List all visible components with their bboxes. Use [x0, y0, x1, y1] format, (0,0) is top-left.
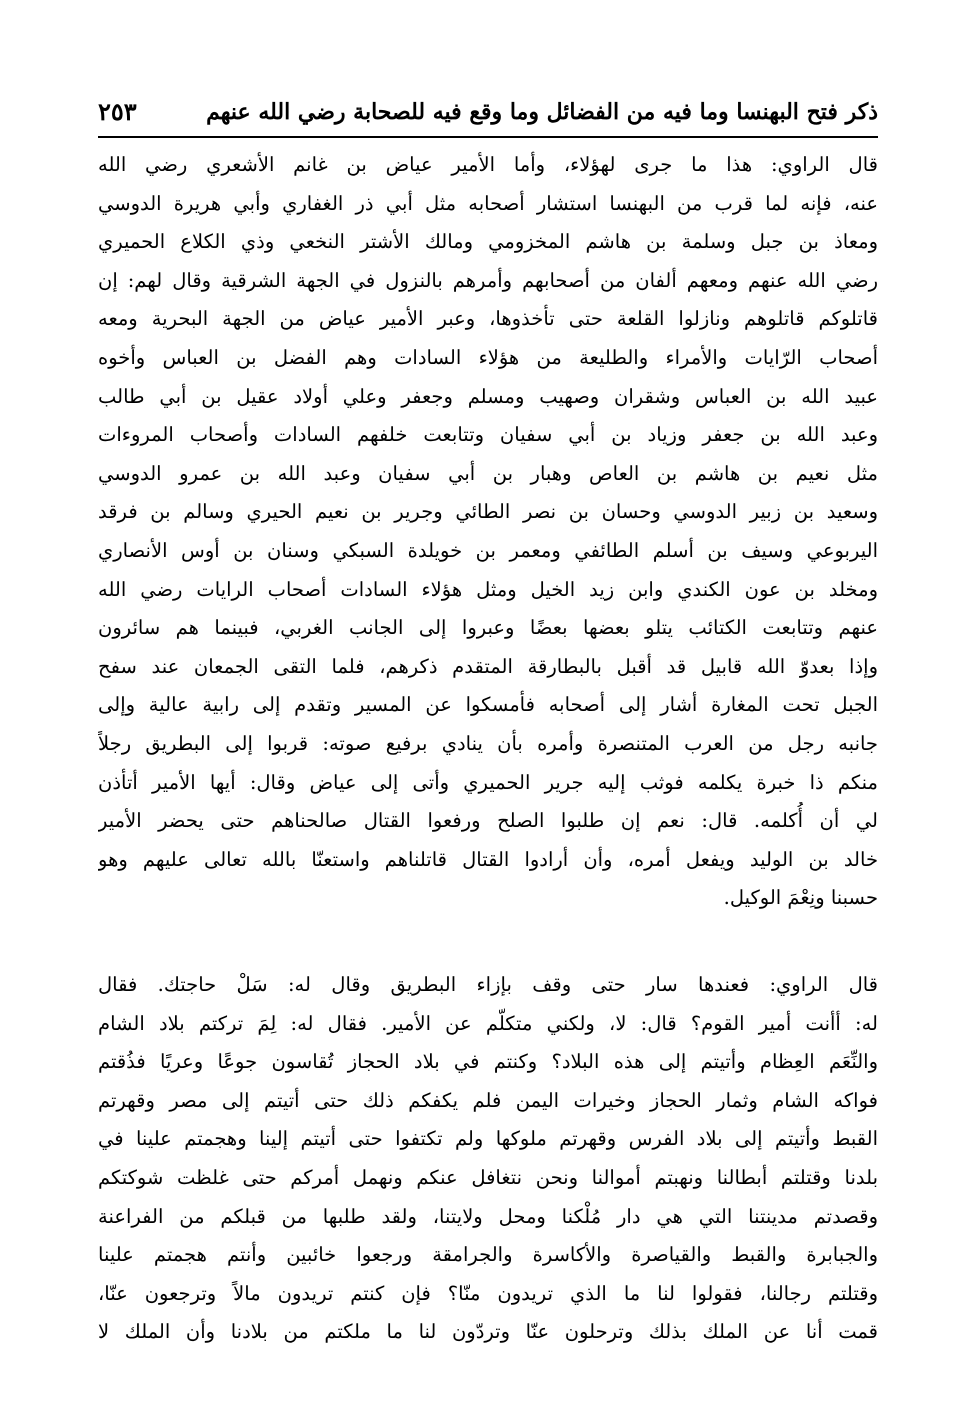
text-line: وعبد الله بن جعفر وزياد بن أبي سفيان وتتابعت خلفهم السادات وأصحاب المروءات [98, 423, 878, 447]
text-line: رضي الله عنهم ومعهم ألفان من أصحابهم وأمرهم بالنزول في الجهة الشرقية وقال لهم: إن [98, 268, 878, 292]
text-line: والجبابرة والقبط والقياصرة والأكاسرة والجرامقة ورجعوا خائبين وأنتم هجمتم علينا [98, 1243, 878, 1267]
text-line: منكم ذا خبرة يكلمه فوثب إليه جرير الحميري وأتى إلى عياض وقال: أيها الأمير أتأذن [98, 770, 878, 794]
text-line: عنه، فإنه لما قرب من البهنسا استشار أصحابه مثل أبي ذر الغفاري وأبي هريرة الدوسي [98, 191, 878, 215]
paragraph-2 [98, 966, 878, 1352]
paragraph-1 [98, 146, 878, 918]
text-line: قال الراوي: هذا ما جرى لهؤلاء، وأما الأمير عياض بن غانم الأشعري رضي الله [98, 153, 878, 176]
text-line: وقصدتم مدينتنا التي هي دار مُلْكنا ومحل ولايتنا، ولقد طلبها من قبلكم من الفراعنة [98, 1204, 878, 1228]
text-line: خالد بن الوليد ويفعل أمره، وأن أرادوا القتال قاتلناهم واستعنّا بالله تعالى عليهم وهو [98, 847, 878, 871]
text-line: وإذا بعدوّ الله قابيل قد أقبل بالبطارقة المتقدم ذكرهم، فلما التقى الجمعان عند سفح [98, 654, 878, 678]
text-line: حسبنا ونِعْمَ الوكيل. [723, 886, 878, 910]
text-line: قمت أنا عن الملك بذلك وترحلون عنّا وتردّون لنا ما ملكتم من بلادنا وأن الملك لا [98, 1320, 878, 1344]
text-line: ومخلد بن عون الكندي وابن زيد الخيل ومثل هؤلاء السادات أصحاب الرايات رضي الله [98, 577, 878, 601]
text-line: وقتلتم رجالنا، فقولوا لنا ما الذي تريدون منّا؟ فإن كنتم تريدون مالاً وترجعون عنّا، [98, 1281, 878, 1305]
text-line: وسعيد بن زبير الدوسي وحسان بن نصر الطائي وجرير بن نعيم الحيري وسالم بن فرقد [98, 500, 878, 524]
text-line: عبيد الله بن العباس وشقران وصهيب ومسلم وجعفر وعلي أولاد عقيل بن أبي طالب [98, 384, 878, 408]
running-header [98, 92, 878, 132]
text-line: ومعاذ بن جبل وسلمة بن هاشم المخزومي ومالك الأشتر النخعي وذي الكلاع الحميري [98, 230, 878, 254]
text-line: بلدنا وقتلتم أبطالنا ونهبتم أموالنا ونحن نتغافل عنكم ونهمل أمركم حتى غلظت شوكتكم [98, 1165, 878, 1189]
text-line: أصحاب الرّايات والأمراء والطليعة من هؤلاء السادات وهم الفضل بن العباس وأخوه [98, 345, 878, 369]
text-line: جانبه رجل من العرب المتنصرة وأمره بأن ينادي برفيع صوته: قربوا إلى البطريق رجلاً [98, 731, 878, 755]
text-line: قاتلوكم قاتلوهم ونازلوا القلعة حتى تأخذوها، وعبر الأمير عياض من الجهة البحرية ومعه [98, 307, 878, 331]
text-line: الجبل تحت المغارة أشار إلى أصحابه فأمسكوا عن المسير وتقدم إلى رابية عالية وإلى [98, 693, 878, 717]
text-line: عنهم وتتابعت الكتائب يتلو بعضها بعضًا وعبروا إلى الجانب الغربي، فبينما هم سائرون [98, 616, 878, 640]
header-divider [98, 136, 878, 138]
text-line: القبط وأتيتم إلى بلاد الفرس وقهرتم ملوكها ولم تكتفوا حتى أتيتم إلينا وهجمتم علينا في [98, 1127, 878, 1151]
chapter-title: ذكر فتح البهنسا وما فيه من الفضائل وما وقع فيه للصحابة رضي الله عنهم [206, 99, 878, 125]
text-line: فواكه الشام وثمار الحجاز وخيرات اليمن فلم يكفكم ذلك حتى أتيتم إلى مصر وقهرتم [98, 1088, 878, 1112]
text-line: لي أن أُكلمه. قال: نعم إن طلبوا الصلح ورفعوا القتال صالحناهم حتى يحضر الأمير [98, 809, 878, 833]
text-line: له: أأنت أمير القوم؟ قال: لا، ولكني متكلّم عن الأمير. فقال له: لِمَ تركتم بلاد الشام [98, 1011, 878, 1035]
page-number: ٢٥٣ [98, 97, 137, 126]
text-line: مثل نعيم بن هاشم بن العاص وهبار بن أبي سفيان وعبد الله بن عمرو الدوسي [98, 461, 878, 485]
text-line: قال الراوي: فعندها سار حتى وقف بإزاء البطريق وقال له: سَلْ حاجتك. فقال [98, 973, 878, 996]
text-line: والنِّعَم العِظام وأتيتم إلى هذه البلاد؟ وكنتم في بلاد الحجاز تُقاسون جوعًا وعريًا فذُقتم [98, 1050, 878, 1074]
text-line: اليربوعي وسيف بن أسلم الطائفي ومعمر بن خويلدة السبكي وسنان بن أوس الأنصاري [98, 538, 878, 562]
